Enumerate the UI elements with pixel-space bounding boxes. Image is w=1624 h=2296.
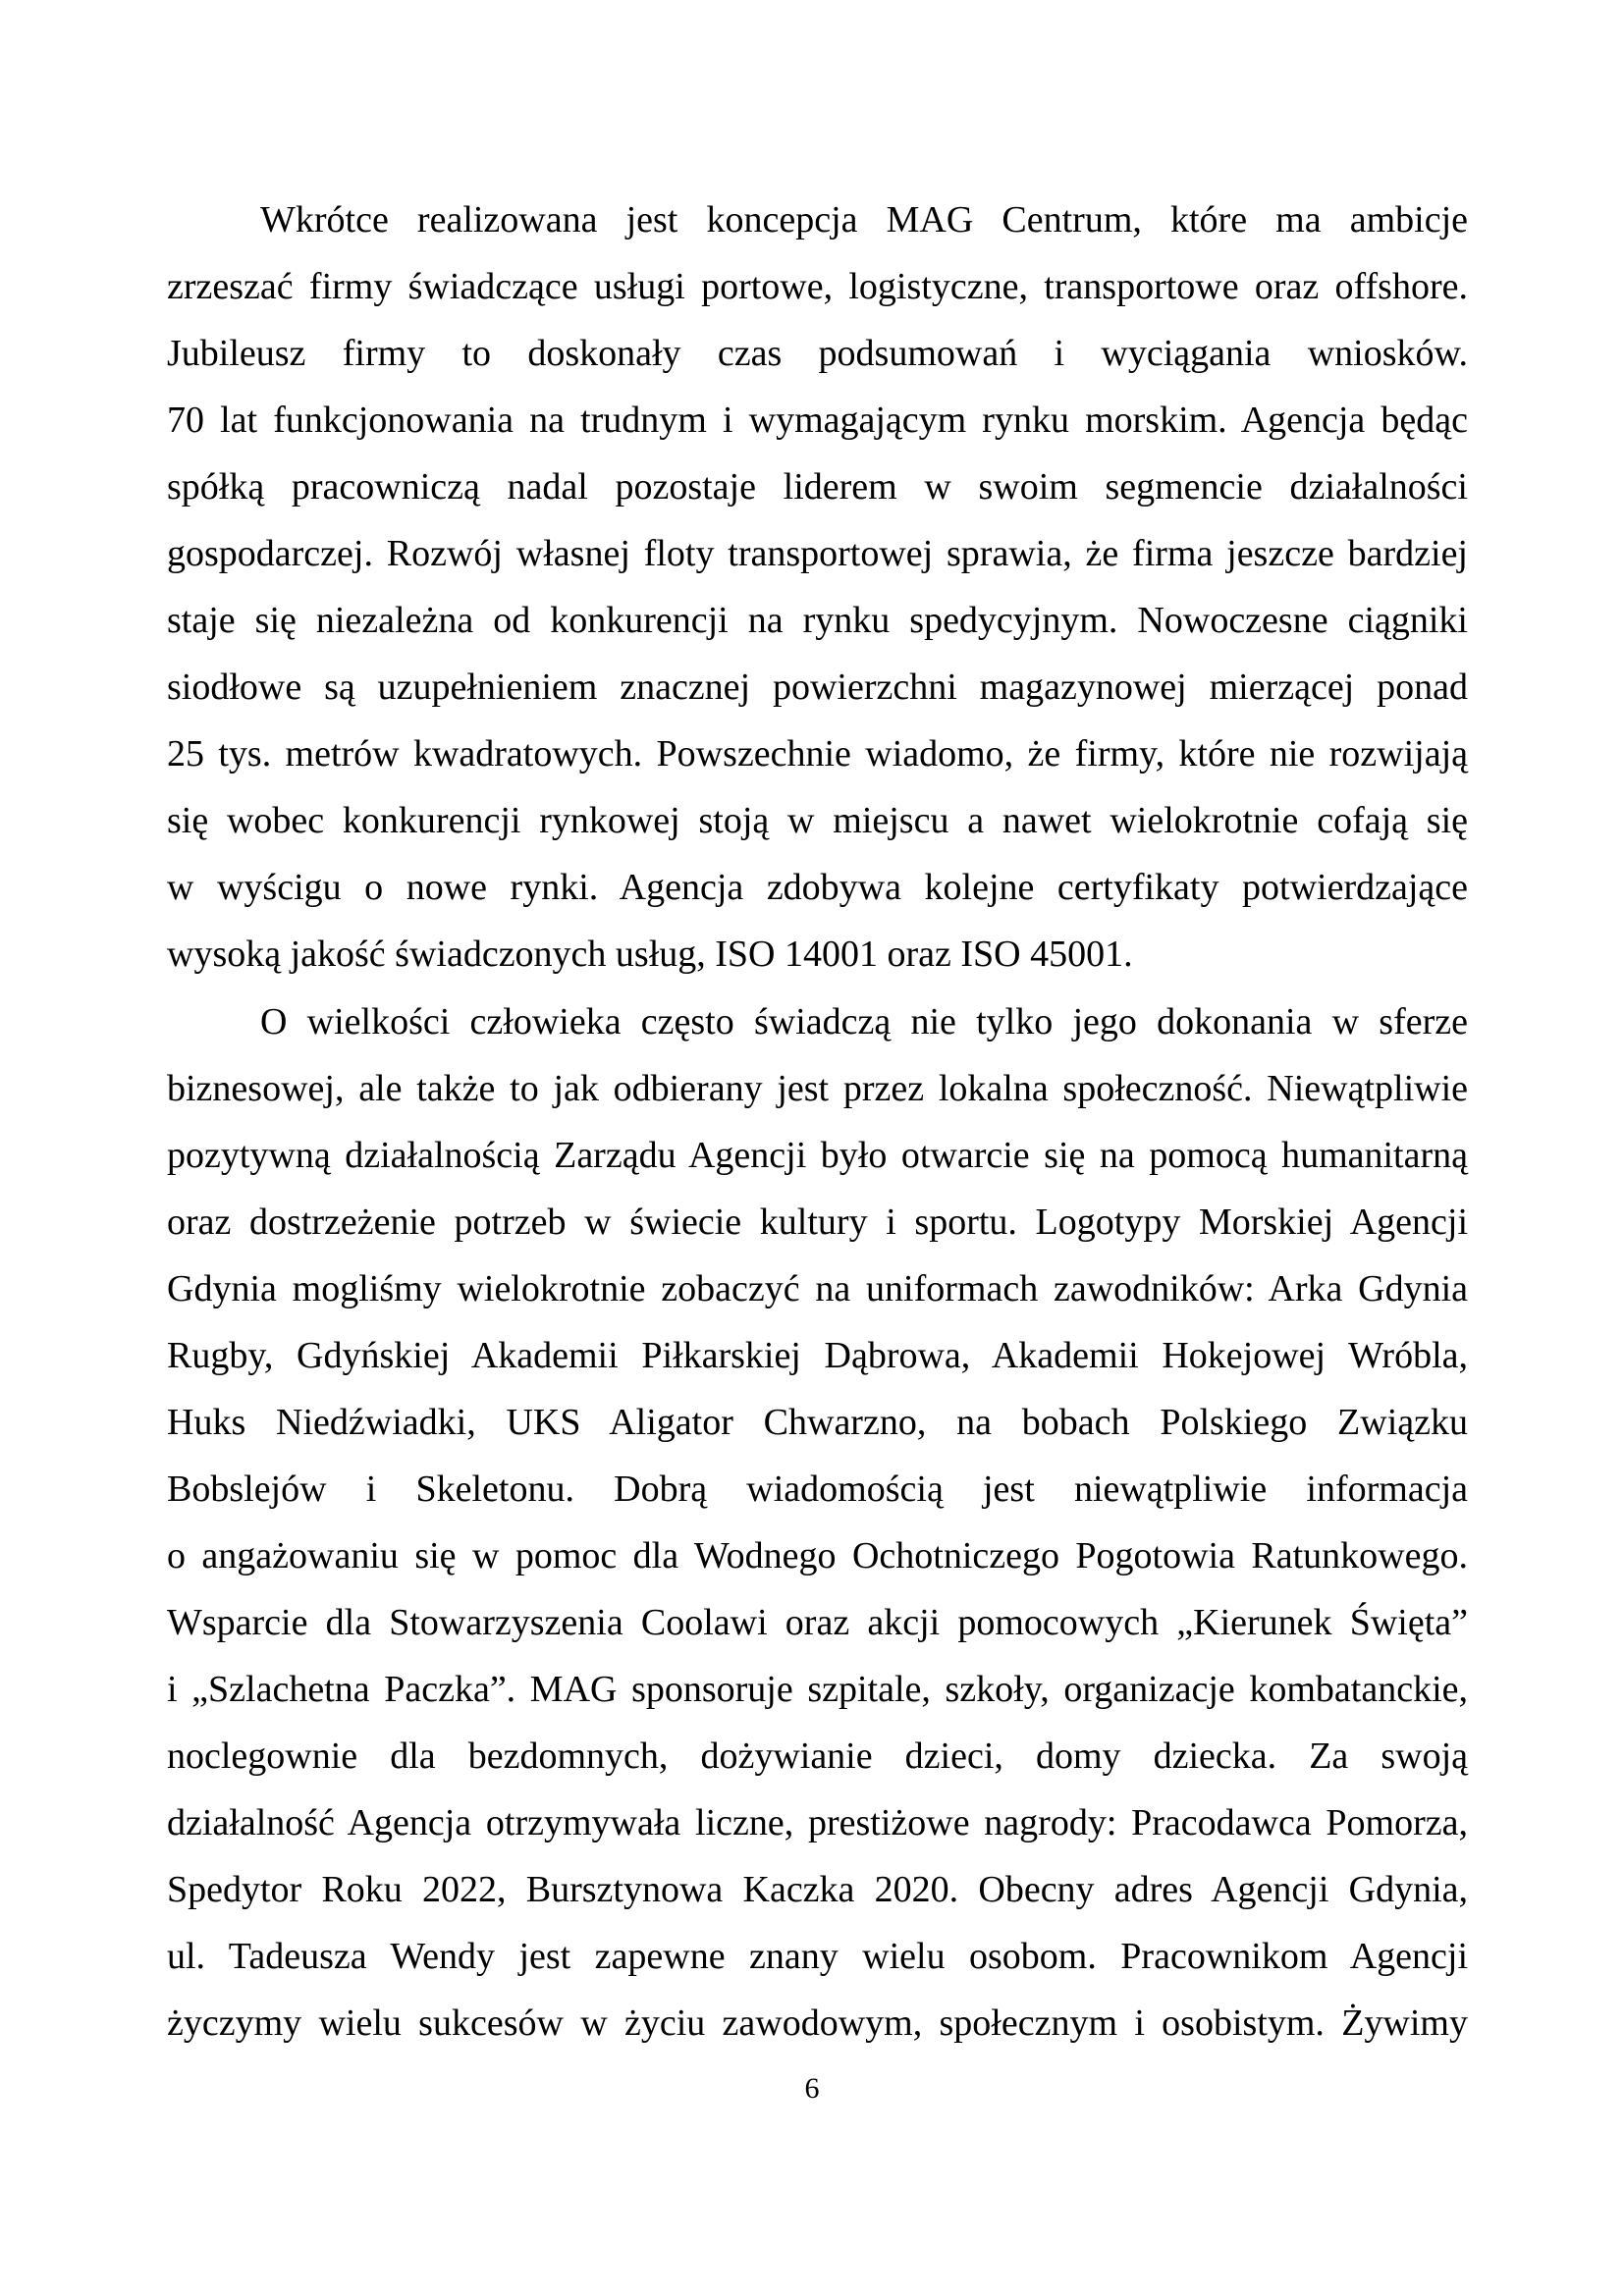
paragraph-line: ul. Tadeusza Wendy jest zapewne znany wielu osobom. Pracownikom Agencji <box>167 1936 1468 1977</box>
paragraph-line: Wkrótce realizowana jest koncepcja MAG Centrum, które ma ambicje <box>260 199 1468 240</box>
paragraph-line: w wyścigu o nowe rynki. Agencja zdobywa kolejne certyfikaty potwierdzające <box>167 867 1468 908</box>
paragraph-line: Rugby, Gdyńskiej Akademii Piłkarskiej Dąbrowa, Akademii Hokejowej Wróbla, <box>167 1335 1468 1376</box>
paragraph-line: Huks Niedźwiadki, UKS Aligator Chwarzno, na bobach Polskiego Związku <box>167 1402 1468 1443</box>
paragraph-line: gospodarczej. Rozwój własnej floty transportowej sprawia, że firma jeszcze bardziej <box>167 533 1468 574</box>
paragraph-1 <box>167 187 1468 988</box>
paragraph-line: zrzeszać firmy świadczące usługi portowe, logistyczne, transportowe oraz offshore. <box>167 266 1468 307</box>
paragraph-line: biznesowej, ale także to jak odbierany jest przez lokalna społeczność. Niewątpliwie <box>167 1068 1468 1109</box>
paragraph-line: Spedytor Roku 2022, Bursztynowa Kaczka 2020. Obecny adres Agencji Gdynia, <box>167 1869 1468 1910</box>
paragraph-2 <box>167 988 1468 2056</box>
paragraph-line: Bobslejów i Skeletonu. Dobrą wiadomością jest niewątpliwie informacja <box>167 1468 1468 1510</box>
paragraph-line: siodłowe są uzupełnieniem znacznej powierzchni magazynowej mierzącej ponad <box>167 667 1468 708</box>
paragraph-line: 70 lat funkcjonowania na trudnym i wymagającym rynku morskim. Agencja będąc <box>167 400 1468 441</box>
paragraph-line: się wobec konkurencji rynkowej stoją w miejscu a nawet wielokrotnie cofają się <box>167 800 1468 841</box>
paragraph-line: wysoką jakość świadczonych usług, ISO 14001 oraz ISO 45001. <box>167 934 1133 975</box>
paragraph-line: oraz dostrzeżenie potrzeb w świecie kultury i sportu. Logotypy Morskiej Agencji <box>167 1201 1468 1243</box>
paragraph-line: Gdynia mogliśmy wielokrotnie zobaczyć na uniformach zawodników: Arka Gdynia <box>167 1268 1468 1309</box>
paragraph-line: O wielkości człowieka często świadczą nie tylko jego dokonania w sferze <box>260 1001 1468 1042</box>
paragraph-line: życzymy wielu sukcesów w życiu zawodowym, społecznym i osobistym. Żywimy <box>167 2002 1468 2044</box>
paragraph-line: Wsparcie dla Stowarzyszenia Coolawi oraz akcji pomocowych „Kierunek Święta” <box>167 1602 1468 1643</box>
paragraph-line: działalność Agencja otrzymywała liczne, prestiżowe nagrody: Pracodawca Pomorza, <box>167 1802 1468 1843</box>
paragraph-line: 25 tys. metrów kwadratowych. Powszechnie wiadomo, że firmy, które nie rozwijają <box>167 733 1468 774</box>
page-number: 6 <box>804 2072 820 2105</box>
paragraph-line: pozytywną działalnością Zarządu Agencji było otwarcie się na pomocą humanitarną <box>167 1135 1468 1176</box>
paragraph-line: spółką pracowniczą nadal pozostaje liderem w swoim segmencie działalności <box>167 466 1468 507</box>
paragraph-line: staje się niezależna od konkurencji na rynku spedycyjnym. Nowoczesne ciągniki <box>167 600 1468 641</box>
paragraph-line: o angażowaniu się w pomoc dla Wodnego Ochotniczego Pogotowia Ratunkowego. <box>167 1535 1468 1576</box>
paragraph-line: Jubileusz firmy to doskonały czas podsumowań i wyciągania wniosków. <box>167 333 1468 374</box>
paragraph-line: noclegownie dla bezdomnych, dożywianie dzieci, domy dziecka. Za swoją <box>167 1735 1468 1777</box>
paragraph-line: i „Szlachetna Paczka”. MAG sponsoruje szpitale, szkoły, organizacje kombatanckie, <box>167 1669 1468 1710</box>
